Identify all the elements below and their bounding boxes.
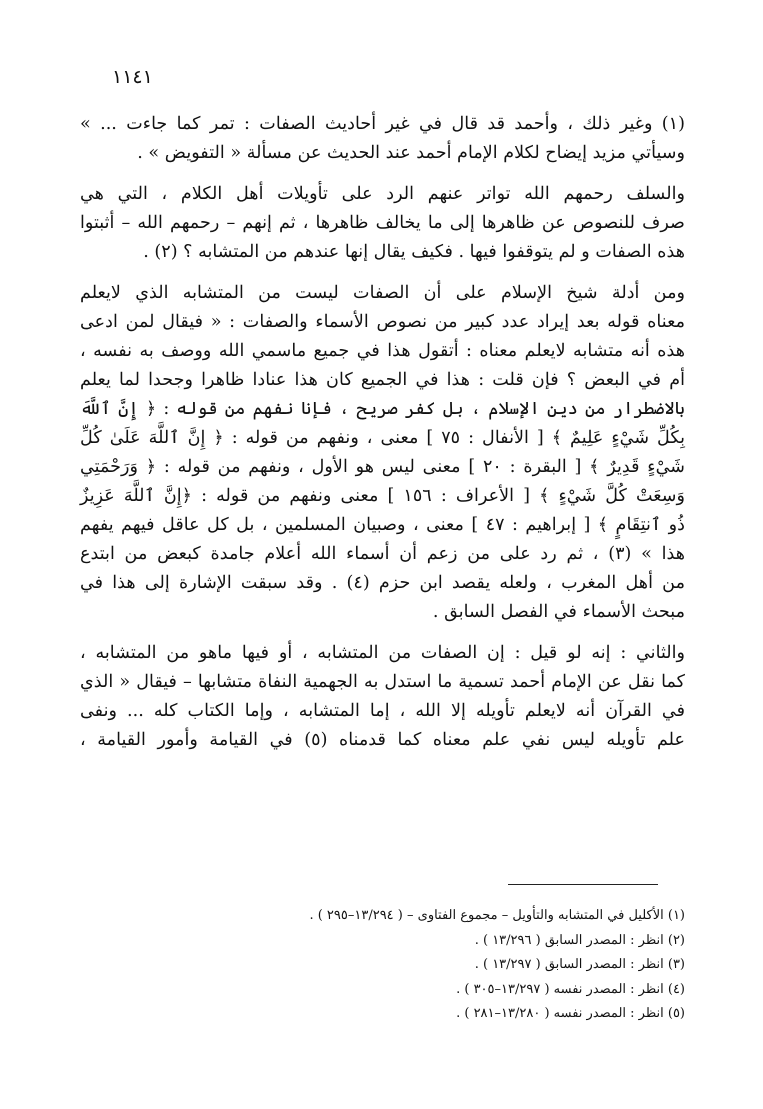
text-line: كما نقل عن الإمام أحمد تسمية ما استدل به الجهمية النفاة متشابها – فيقال « الذي (80, 672, 685, 692)
footnote-2: (٢) انظر : المصدر السابق ( ١٣/٢٩٦ ) . (474, 932, 685, 948)
text-line: هذه الصفات و لم يتوقفوا فيها . فكيف يقال إنها عندهم من المتشابه ؟ (٢) . (143, 242, 685, 262)
footnote-separator (508, 884, 658, 885)
page-number: ١١٤١ (112, 66, 153, 88)
text-line: وسيأتي مزيد إيضاح لكلام الإمام أحمد عند الحديث عن مسألة « التفويض » . (137, 143, 685, 163)
text-line: بِكُلِّ شَيْءٍ عَلِيمٌ ﴾ [ الأنفال : ٧٥ ] معنى ، ونفهم من قوله : ﴿ إِنَّ ٱللَّهَ عَلَىٰ كُلِّ (80, 428, 685, 448)
footnote-3: (٣) انظر : المصدر السابق ( ١٣/٢٩٧ ) . (474, 957, 685, 972)
footnote-1: (١) الأكليل في المتشابه والتأويل – مجموع الفتاوى – ( ١٣/٢٩٤–٢٩٥ ) . (309, 908, 685, 923)
paragraph-3 (80, 279, 685, 627)
paragraph-2 (80, 180, 685, 267)
text-line: ومن أدلة شيخ الإسلام على أن الصفات ليست من المتشابه الذي لايعلم (80, 283, 685, 303)
text-line: بالاضطرار من دين الإسلام ، بل كفر صريح ، فإنا نفهم من قوله : ﴿ إِنَّ ٱللَّهَ (80, 399, 685, 419)
text-line: شَيْءٍ قَدِيرٌ ﴾ [ البقرة : ٢٠ ] معنى ليس هو الأول ، ونفهم من قوله : ﴿ وَرَحْمَتِي (80, 457, 685, 477)
footnote-4: (٤) انظر : المصدر نفسه ( ١٣/٢٩٧–٣٠٥ ) . (456, 981, 685, 997)
text-line: وَسِعَتْ كُلَّ شَيْءٍ ﴾ [ الأعراف : ١٥٦ ] معنى ونفهم من قوله : ﴿إِنَّ ٱللَّهَ عَزِيزٌ (80, 486, 685, 506)
paragraph-4 (80, 639, 685, 755)
text-line: مبحث الأسماء في الفصل السابق . (432, 602, 685, 622)
footnote-5: (٥) انظر : المصدر نفسه ( ١٣/٢٨٠–٢٨١ ) . (456, 1006, 685, 1021)
paragraph-1 (80, 110, 685, 168)
main-text (80, 110, 685, 755)
text-line: معناه قوله بعد إيراد عدد كبير من نصوص الأسماء والصفات : « فيقال لمن ادعى (80, 312, 685, 332)
text-line: هذا » (٣) ، ثم رد على من زعم أن أسماء الله أعلام جامدة كبعض من ابتدع (80, 544, 685, 564)
text-line: (١) وغير ذلك ، وأحمد قد قال في غير أحاديث الصفات : تمر كما جاءت ... » (80, 114, 685, 134)
text-line: من أهل المغرب ، ولعله يقصد ابن حزم (٤) . وقد سبقت الإشارة إلى هذا في (80, 573, 685, 593)
text-line: والثاني : إنه لو قيل : إن الصفات من المتشابه ، أو فيها ماهو من المتشابه ، (80, 643, 685, 663)
text-line: والسلف رحمهم الله تواتر عنهم الرد على تأويلات أهل الكلام ، التي هي (80, 184, 685, 204)
text-line: صرف للنصوص عن ظاهرها إلى ما يخالف ظاهرها ، ثم إنهم – رحمهم الله – أثبتوا (80, 213, 685, 233)
text-line: أم في البعض ؟ فإن قلت : هذا في الجميع كان هذا عنادا ظاهرا وجحدا لما يعلم (80, 370, 685, 390)
text-line: في القرآن أنه لايعلم تأويله إلا الله ، إما المتشابه ، وإما الكتاب كله ... ونفى (80, 701, 685, 721)
text-line: ذُو ٱنتِقَامٍ ﴾ [ إبراهيم : ٤٧ ] معنى ، وصبيان المسلمين ، بل كل عاقل فيهم يفهم (80, 515, 685, 535)
text-line: هذه أنه متشابه لايعلم معناه : أتقول هذا في جميع ماسمي الله ووصف به نفسه ، (80, 341, 685, 361)
footnotes (80, 904, 685, 1027)
text-line: علم تأويله ليس نفي علم معناه كما قدمناه (٥) في القيامة وأمور القيامة ، (80, 730, 685, 750)
